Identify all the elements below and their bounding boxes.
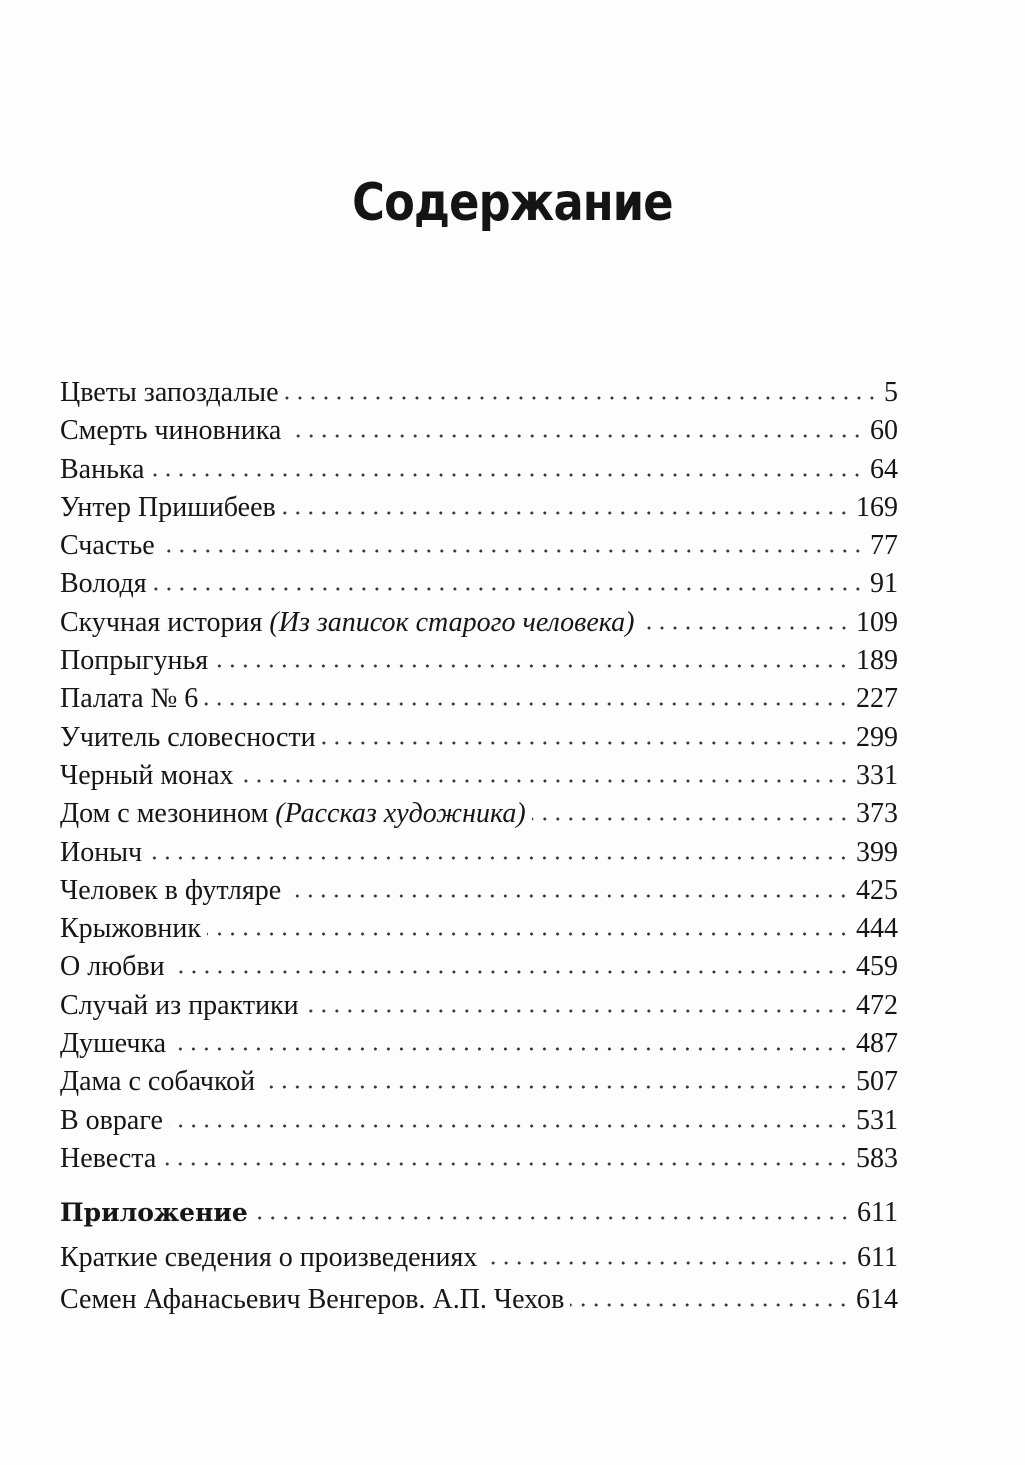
dot-leader — [153, 582, 864, 592]
toc-entry-label: Человек в футляре — [60, 874, 282, 906]
toc-page-number: 531 — [856, 1104, 898, 1136]
toc-entry — [60, 872, 898, 910]
dot-leader — [207, 927, 850, 937]
toc-entry-label: Душечка — [60, 1028, 167, 1060]
toc-entry — [60, 719, 898, 757]
toc-entry-label: Володя — [60, 568, 147, 600]
toc-entry-subtitle: (Рассказ художника) — [275, 798, 526, 830]
toc-page-number: 5 — [884, 377, 898, 408]
toc-entry — [60, 948, 898, 986]
dot-leader — [172, 1042, 850, 1052]
section-gap — [60, 1178, 898, 1194]
toc-entry-label: Ионыч — [60, 836, 143, 868]
toc-page-number: 64 — [870, 453, 898, 485]
toc-entry — [60, 987, 898, 1025]
toc-page-number: 399 — [856, 836, 898, 868]
toc-entry-title — [60, 1194, 248, 1232]
bleed-through-text — [360, 96, 369, 134]
toc-page-number: 444 — [856, 913, 898, 945]
toc-entry — [60, 527, 898, 565]
toc-entry — [60, 1063, 898, 1101]
toc-entry-label: Дом с мезонином — [60, 798, 269, 830]
toc-entry — [60, 604, 898, 642]
toc-page-number: 60 — [870, 415, 898, 447]
toc-entry-label: Учитель словесности — [60, 721, 316, 753]
toc-page-number: 331 — [856, 759, 898, 791]
toc-entry-title — [60, 451, 144, 489]
toc-entry-title — [60, 987, 299, 1025]
toc-page-number: 227 — [856, 683, 898, 715]
toc-entry — [60, 680, 898, 718]
toc-page-number: 507 — [856, 1066, 898, 1098]
toc-page-number: 583 — [856, 1142, 898, 1174]
toc-page-number: 611 — [857, 1241, 898, 1273]
toc-entry-subtitle: (Из записок старого человека) — [269, 606, 635, 638]
toc-entry — [60, 834, 898, 872]
toc-entry-title — [60, 1063, 255, 1101]
toc-entry — [60, 1237, 898, 1279]
dot-leader — [570, 1298, 850, 1308]
dot-leader — [240, 774, 850, 784]
toc-entry — [60, 412, 898, 450]
toc-page-number: 169 — [856, 491, 898, 523]
toc-entry — [60, 1279, 898, 1321]
toc-entry-label: Унтер Пришибеев — [60, 491, 276, 523]
dot-leader — [285, 391, 878, 401]
dot-leader — [305, 1004, 850, 1014]
dot-leader — [641, 621, 851, 631]
toc-entry-label: Черный монах — [60, 759, 234, 791]
dot-leader — [532, 812, 850, 822]
toc-entry — [60, 565, 898, 603]
toc-entry-title — [60, 757, 234, 795]
dot-leader — [322, 736, 850, 746]
toc-entry-label: Скучная история — [60, 606, 263, 638]
toc-entry-title — [60, 872, 281, 910]
dot-leader — [148, 851, 850, 861]
toc-entry-title — [60, 642, 208, 680]
toc-entry-label: Цветы запоздалые — [60, 377, 279, 408]
toc-page-number: 299 — [856, 721, 898, 753]
toc-entry — [60, 795, 898, 833]
dot-leader — [287, 429, 864, 439]
toc-page-number: 614 — [856, 1283, 898, 1315]
dot-leader — [261, 1080, 850, 1090]
toc-page-number: 459 — [856, 951, 898, 983]
toc-entry-label: Счастье — [60, 530, 155, 562]
toc-entry-title — [60, 1025, 166, 1063]
page-title: Содержание — [352, 172, 673, 233]
dot-leader — [161, 544, 864, 554]
dot-leader — [171, 965, 850, 975]
toc-page-number: 487 — [856, 1028, 898, 1060]
toc-entry-title — [60, 1237, 477, 1279]
toc-entry — [60, 910, 898, 948]
toc-entry-label: О любви — [60, 951, 165, 983]
toc-entry — [60, 489, 898, 527]
dot-leader — [204, 697, 850, 707]
toc-entry-label: Попрыгунья — [60, 645, 209, 677]
toc-entry-title — [60, 910, 201, 948]
toc-page-number: 611 — [857, 1197, 898, 1229]
toc-entry-title — [60, 1140, 156, 1178]
toc-entry-label: Крыжовник — [60, 913, 201, 945]
toc-entry — [60, 451, 898, 489]
toc-entry-title — [60, 489, 276, 527]
toc-entry — [60, 374, 898, 412]
dot-leader — [150, 468, 864, 478]
dot-leader — [254, 1211, 851, 1221]
toc-entry — [60, 1194, 898, 1232]
toc-entry-label: Краткие сведения о произведениях — [60, 1241, 478, 1273]
toc-entry-label: Семен Афанасьевич Венгеров. А.П. Чехов — [60, 1283, 565, 1315]
toc-entry — [60, 1102, 898, 1140]
toc-entry-label: Случай из практики — [60, 989, 299, 1021]
toc-entry-title — [60, 374, 279, 412]
toc-entry-title — [60, 527, 155, 565]
toc-entry-title — [60, 1279, 564, 1321]
toc-page-number: 189 — [856, 645, 898, 677]
toc-entry-label: Ванька — [60, 453, 145, 485]
toc-entry — [60, 1140, 898, 1178]
toc-entry-label: Невеста — [60, 1142, 157, 1174]
toc-entry-title — [60, 719, 316, 757]
toc-entry-title — [60, 948, 165, 986]
toc-entry-title — [60, 795, 526, 833]
dot-leader — [282, 506, 850, 516]
dot-leader — [214, 659, 850, 669]
toc-entry — [60, 757, 898, 795]
toc-entry-label: Палата № 6 — [60, 683, 199, 715]
toc-entry-label: Дама с собачкой — [60, 1066, 256, 1098]
dot-leader — [483, 1256, 851, 1266]
toc-page-number: 373 — [856, 798, 898, 830]
dot-leader — [287, 889, 850, 899]
toc-entry — [60, 1025, 898, 1063]
table-of-contents — [60, 374, 898, 1321]
toc-entry-title — [60, 412, 281, 450]
toc-page-number: 472 — [856, 989, 898, 1021]
toc-page-number: 109 — [856, 606, 898, 638]
toc-entry-label: Приложение — [60, 1198, 248, 1228]
dot-leader — [162, 1157, 850, 1167]
toc-entry-title — [60, 1102, 163, 1140]
dot-leader — [169, 1119, 850, 1129]
toc-entry-title — [60, 834, 142, 872]
toc-entry-title — [60, 680, 198, 718]
toc-entry-title — [60, 565, 147, 603]
toc-page-number: 91 — [870, 568, 898, 600]
toc-entry-title — [60, 604, 635, 642]
toc-entry-label: В овраге — [60, 1104, 163, 1136]
toc-page-number: 425 — [856, 874, 898, 906]
toc-entry — [60, 642, 898, 680]
toc-entry-label: Смерть чиновника — [60, 415, 282, 447]
toc-page-number: 77 — [870, 530, 898, 562]
